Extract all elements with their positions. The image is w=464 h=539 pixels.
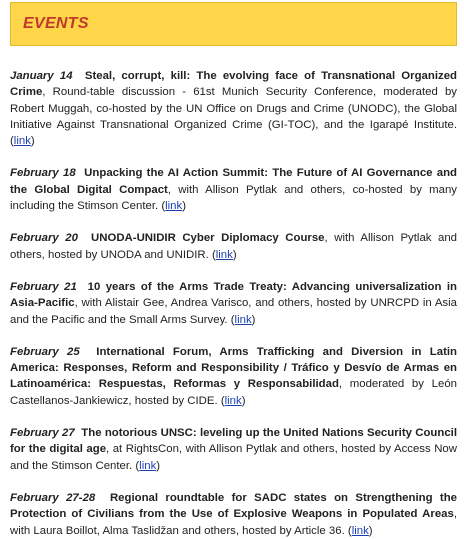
event-date: February 21	[10, 280, 77, 293]
events-page	[0, 2, 464, 537]
event-description: , Round-table discussion - 61st Munich Security Conference, moderated by Robert Muggah, co-hosted by the UN Office on Drugs and Crime (UNODC), the Global Initiative Against Transnational Organized Crime (GI-TOC), and the Igarapé Institute. (	[10, 86, 457, 148]
event-link[interactable]: link	[234, 313, 252, 326]
event-item	[10, 165, 457, 214]
event-item	[10, 68, 457, 149]
event-date: February 20	[10, 232, 78, 245]
event-link[interactable]: link	[215, 248, 233, 261]
event-link-close: )	[241, 394, 246, 407]
event-link-close: )	[156, 459, 161, 472]
event-date: February 27-28	[10, 491, 96, 504]
event-link[interactable]: link	[165, 200, 183, 213]
event-link-close: )	[232, 248, 237, 261]
event-date: February 18	[10, 167, 76, 180]
page-title: EVENTS	[23, 15, 89, 32]
event-title: 10 years of the Arms Trade Treaty: Advancing universalization in Asia-Pacific	[10, 280, 457, 310]
event-date: February 25	[10, 345, 80, 358]
event-link[interactable]: link	[351, 524, 369, 537]
event-title: Steal, corrupt, kill: The evolving face of Transnational Organized Crime	[10, 70, 457, 99]
event-link[interactable]: link	[13, 135, 31, 148]
event-description: , with Laura Boillot, Alma Taslidžan and others, hosted by Article 36. (	[10, 508, 457, 537]
event-link-close: )	[182, 200, 187, 213]
event-title: International Forum, Arms Trafficking and Diversion in Latin America: Responses, Reform and Responsibility / Tráfico y Desvío de Armas en Latinoamérica: Respuestas, Reformas y Responsabilidad	[10, 345, 457, 391]
event-item	[10, 490, 457, 539]
event-link-close: )	[368, 524, 373, 537]
events-list	[10, 68, 457, 539]
event-title: The notorious UNSC: leveling up the United Nations Security Council for the digital age	[10, 427, 457, 456]
event-description: , at RightsCon, with Allison Pytlak and others, hosted by Access Now and the Stimson Center. (	[10, 443, 457, 472]
event-description: , moderated by León Castellanos-Jankiewicz, hosted by CIDE. (	[10, 378, 457, 407]
events-header	[10, 2, 457, 46]
event-link[interactable]: link	[139, 459, 157, 472]
event-date: January 14	[10, 70, 73, 82]
event-item	[10, 344, 457, 409]
event-link-close: )	[251, 313, 256, 326]
event-title: Unpacking the AI Action Summit: The Future of AI Governance and the Global Digital Compact	[10, 167, 457, 196]
event-date: February 27	[10, 427, 75, 440]
event-item	[10, 279, 457, 328]
event-description: , with Allison Pytlak and others, co-hosted by many including the Stimson Center. (	[10, 183, 457, 213]
event-title: UNODA-UNIDIR Cyber Diplomacy Course	[91, 232, 325, 245]
event-item	[10, 425, 457, 474]
event-description: , with Allison Pytlak and others, hosted by UNODA and UNIDIR. (	[10, 232, 458, 261]
event-link[interactable]: link	[224, 394, 242, 407]
event-description: , with Alistair Gee, Andrea Varisco, and others, hosted by UNRCPD in Asia and the Pacific and the Small Arms Survey. (	[10, 297, 457, 326]
event-link-close: )	[30, 135, 35, 148]
event-item	[10, 230, 457, 263]
event-title: Regional roundtable for SADC states on Strengthening the Protection of Civilians from the Use of Explosive Weapons in Populated Areas	[10, 491, 457, 521]
